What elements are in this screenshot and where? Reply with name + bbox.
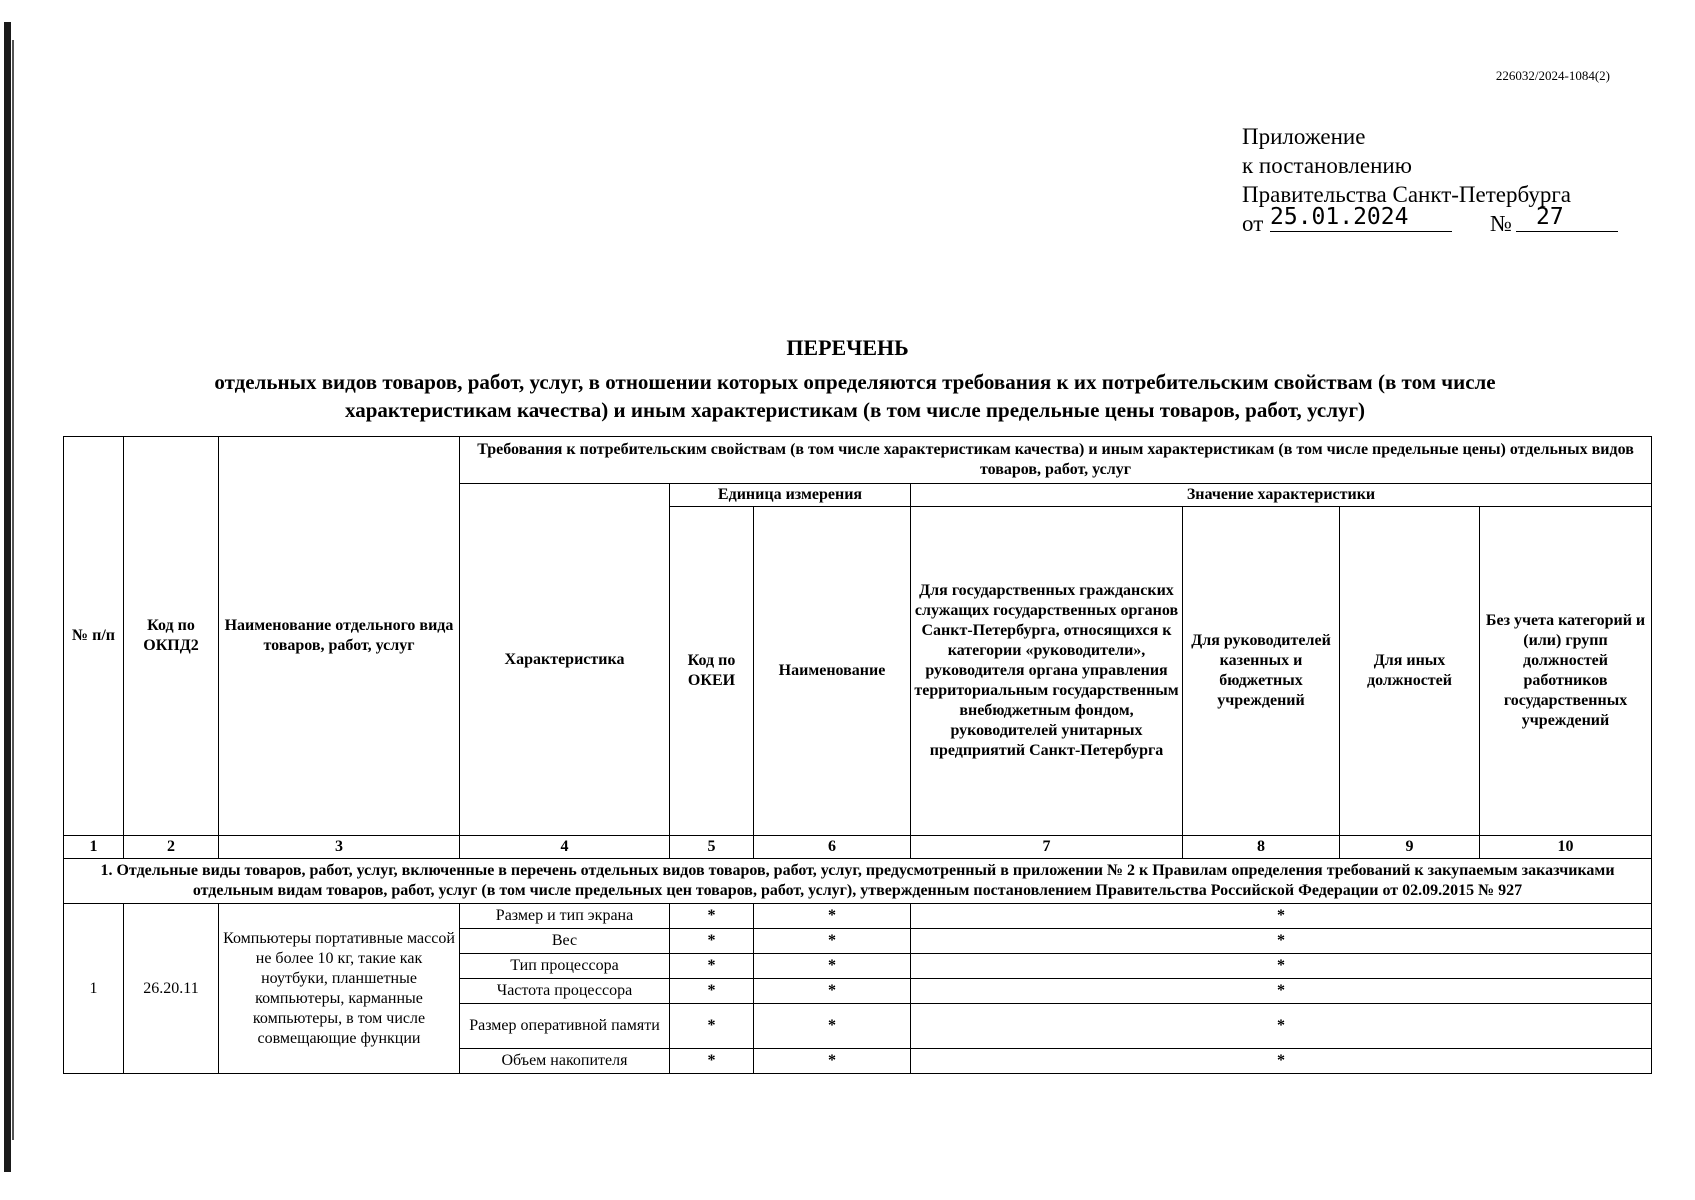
header-name: Наименование отдельного вида товаров, работ, услуг — [219, 437, 460, 836]
row-unit-name: * — [754, 904, 911, 929]
table-row — [64, 904, 1652, 929]
row-value: * — [911, 904, 1652, 929]
column-number: 7 — [911, 836, 1183, 859]
row-unit-code: * — [670, 929, 754, 954]
row-value: * — [911, 1049, 1652, 1074]
row-characteristic: Размер оперативной памяти — [460, 1004, 670, 1049]
page-subtitle: отдельных видов товаров, работ, услуг, в отношении которых определяются требования к их потребительским свойствам (в том числе характеристикам качества) и иным характеристикам (в том числе предельные цены товаров, работ, услуг) — [214, 370, 1496, 422]
scan-edge-shadow — [12, 40, 14, 1140]
page-title: ПЕРЕЧЕНЬ — [786, 335, 909, 360]
header-requirements: Требования к потребительским свойствам (в том числе характеристикам качества) и иным характеристикам (в том числе предельные цены) отдельных видов товаров, работ, услуг — [460, 437, 1652, 484]
header-unit-name: Наименование — [754, 507, 911, 836]
resolution-date: 25.01.2024 — [1270, 203, 1452, 232]
section-row — [64, 859, 1652, 904]
row-unit-code: * — [670, 954, 754, 979]
row-value: * — [911, 1004, 1652, 1049]
item-num: 1 — [64, 904, 124, 1074]
document-id: 226032/2024-1084(2) — [1495, 68, 1610, 83]
row-characteristic: Тип процессора — [460, 954, 670, 979]
header-value-civil: Для государственных гражданских служащих государственных органов Санкт-Петербурга, относящихся к категории «руководители», руководителя органа управления территориальным государственным внебюджетным фондом, руководителей унитарных предприятий Санкт-Петербурга — [911, 507, 1183, 836]
header-value-other: Для иных должностей — [1340, 507, 1480, 836]
requirements-table — [63, 436, 1652, 1074]
appendix-block — [1242, 122, 1571, 238]
row-unit-name: * — [754, 954, 911, 979]
column-number: 6 — [754, 836, 911, 859]
column-number: 1 — [64, 836, 124, 859]
row-value: * — [911, 954, 1652, 979]
appendix-date-line — [1242, 204, 1571, 238]
appendix-line-3: Правительства Санкт-Петербурга — [1242, 182, 1571, 207]
row-unit-name: * — [754, 929, 911, 954]
header-value: Значение характеристики — [911, 484, 1652, 507]
number-label: № — [1490, 211, 1512, 236]
row-unit-name: * — [754, 979, 911, 1004]
row-value: * — [911, 979, 1652, 1004]
header-num: № п/п — [64, 437, 124, 836]
column-number: 5 — [670, 836, 754, 859]
row-unit-code: * — [670, 979, 754, 1004]
header-unit-code: Код по ОКЕИ — [670, 507, 754, 836]
appendix-line-2: к постановлению — [1242, 153, 1412, 178]
column-number-row — [64, 836, 1652, 859]
row-unit-code: * — [670, 904, 754, 929]
section-title: 1. Отдельные виды товаров, работ, услуг, включенные в перечень отдельных видов товаров, работ, услуг, предусмотренный в приложении № 2 к Правилам определения требований к закупаемым заказчиками отдельным видам товаров, работ, услуг (в том числе предельных цен товаров, работ, услуг), утвержденным постановлением Правительства Российской Федерации от 02.09.2015 № 927 — [64, 859, 1652, 904]
column-number: 3 — [219, 836, 460, 859]
row-unit-code: * — [670, 1049, 754, 1074]
header-unit: Единица измерения — [670, 484, 911, 507]
scan-edge — [4, 22, 11, 1172]
row-characteristic: Объем накопителя — [460, 1049, 670, 1074]
header-value-heads: Для руководителей казенных и бюджетных учреждений — [1183, 507, 1340, 836]
row-unit-name: * — [754, 1049, 911, 1074]
appendix-line-1: Приложение — [1242, 124, 1366, 149]
from-label: от — [1242, 211, 1264, 236]
row-value: * — [911, 929, 1652, 954]
item-name: Компьютеры портативные массой не более 10 кг, такие как ноутбуки, планшетные компьютеры, карманные компьютеры, в том числе совмещающие функции — [219, 904, 460, 1074]
column-number: 10 — [1480, 836, 1652, 859]
column-number: 4 — [460, 836, 670, 859]
column-number: 2 — [124, 836, 219, 859]
row-characteristic: Частота процессора — [460, 979, 670, 1004]
header-value-nocat: Без учета категорий и (или) групп должностей работников государственных учреждений — [1480, 507, 1652, 836]
row-characteristic: Вес — [460, 929, 670, 954]
resolution-number: 27 — [1516, 203, 1618, 232]
row-unit-code: * — [670, 1004, 754, 1049]
column-number: 8 — [1183, 836, 1340, 859]
header-characteristic: Характеристика — [460, 484, 670, 836]
row-characteristic: Размер и тип экрана — [460, 904, 670, 929]
row-unit-name: * — [754, 1004, 911, 1049]
header-okpd: Код по ОКПД2 — [124, 437, 219, 836]
item-okpd: 26.20.11 — [124, 904, 219, 1074]
column-number: 9 — [1340, 836, 1480, 859]
